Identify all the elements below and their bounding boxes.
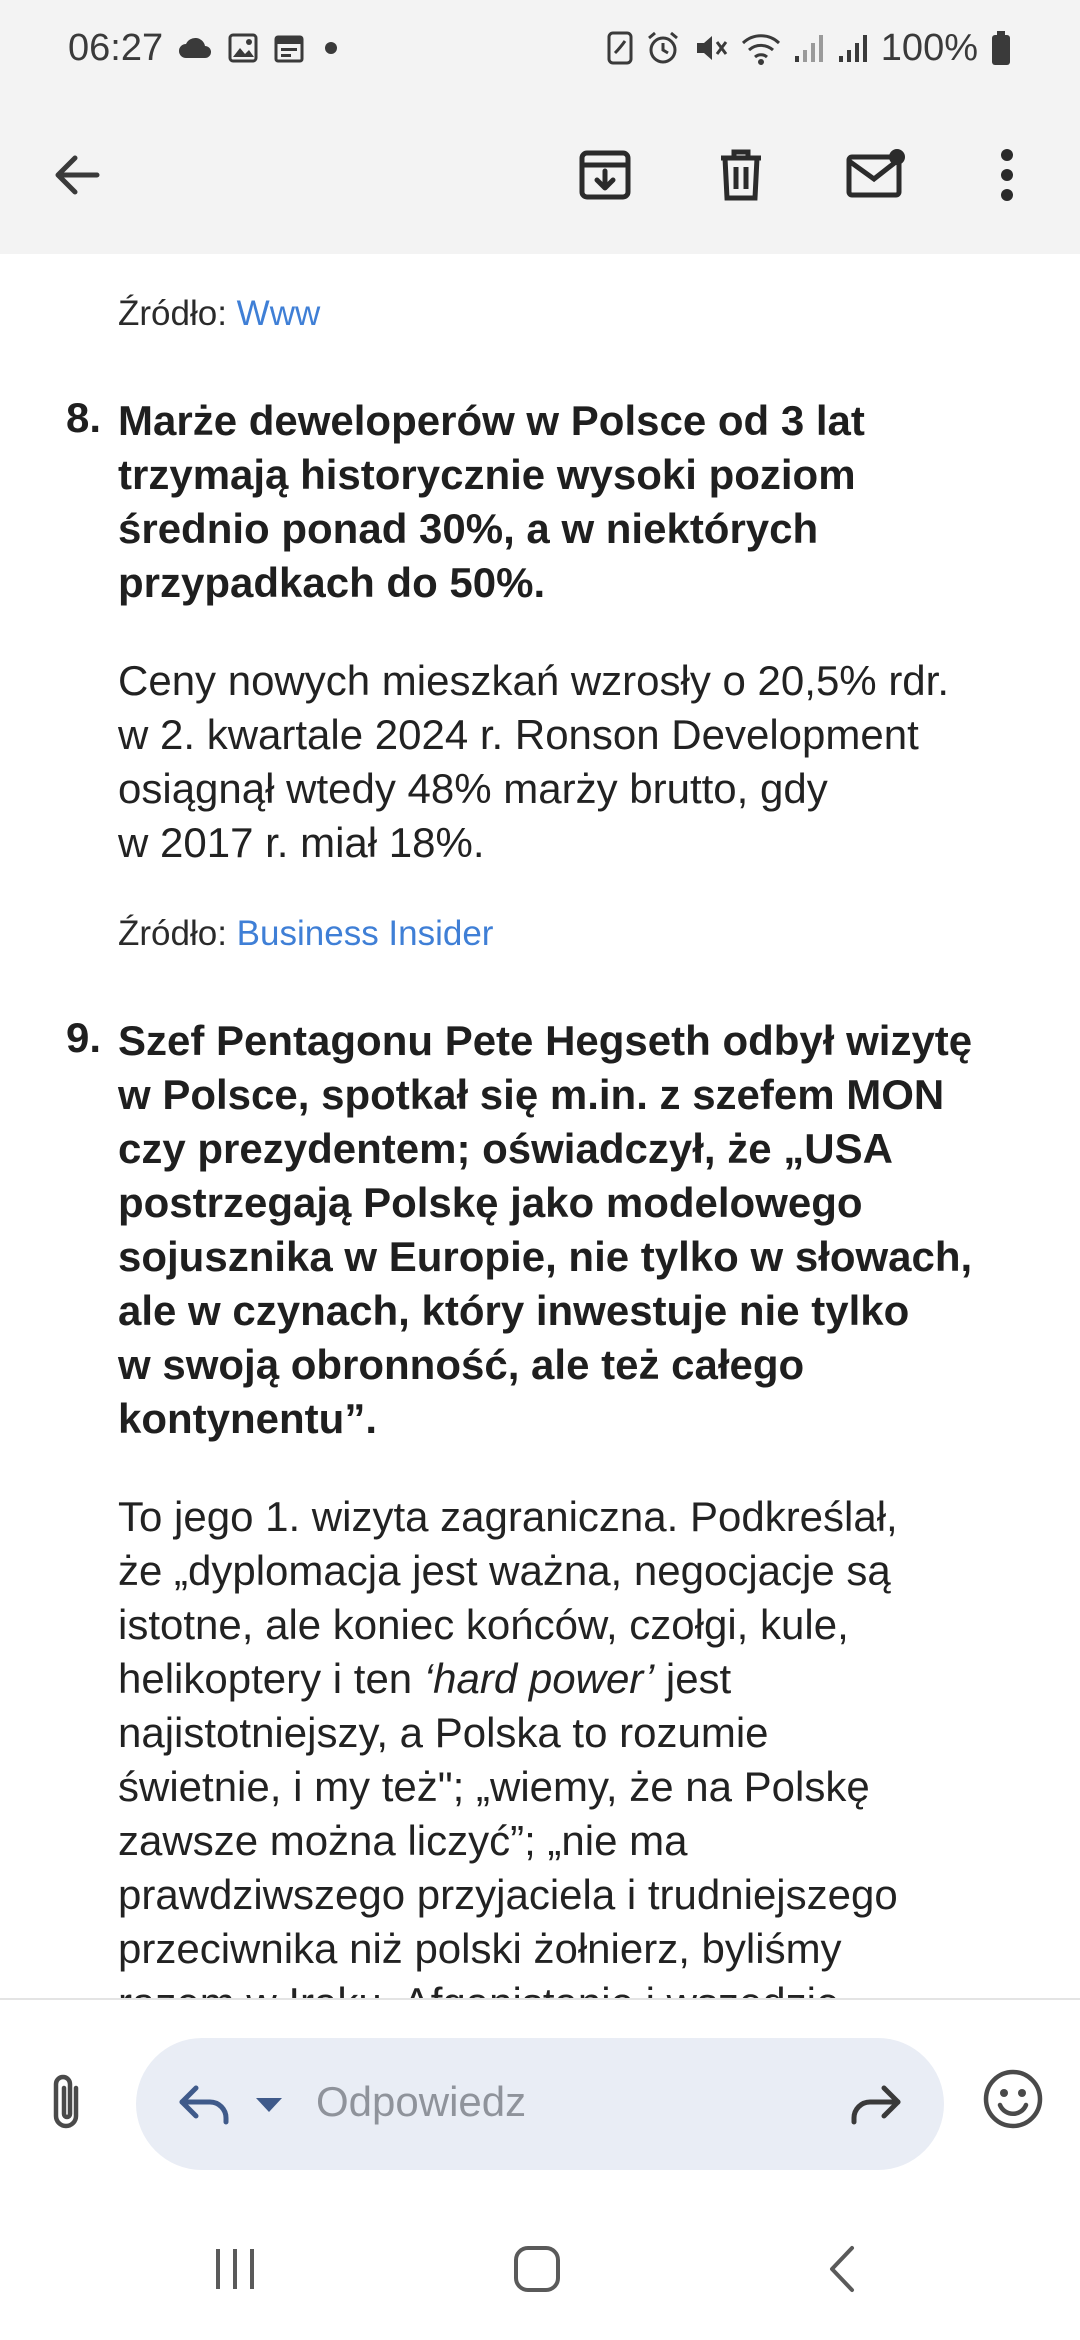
paragraph-line: zawsze można liczyć”; „nie ma: [118, 1817, 688, 1864]
headline-line: Szef Pentagonu Pete Hegseth odbył wizytę: [118, 1017, 973, 1064]
headline-line: sojusznika w Europie, nie tylko w słowach,: [118, 1233, 973, 1280]
forward-icon[interactable]: [848, 2080, 904, 2128]
headline-line: czy prezydentem; oświadczył, że „USA: [118, 1125, 893, 1172]
paragraph-line: prawdziwszego przyjaciela i trudniejszego: [118, 1871, 898, 1918]
italic-phrase: ‘hard power’: [423, 1655, 655, 1702]
list-number: 8.: [66, 394, 102, 441]
delete-button[interactable]: [696, 130, 786, 220]
paragraph-line: Ceny nowych mieszkań wzrosły o 20,5% rdr.: [118, 657, 949, 704]
home-icon: [512, 2244, 562, 2294]
headline-line: ale w czynach, który inwestuje nie tylko: [118, 1287, 910, 1334]
archive-button[interactable]: [560, 130, 650, 220]
more-options-button[interactable]: [962, 130, 1052, 220]
emoji-icon: [982, 2068, 1044, 2130]
email-body: [0, 254, 1080, 1998]
headline-line: w swoją obronność, ale też całego: [118, 1341, 805, 1388]
headline-line: kontynentu”.: [118, 1395, 377, 1442]
alarm-icon: [645, 30, 681, 66]
reply-input[interactable]: [136, 2038, 944, 2170]
signal-icon: [793, 32, 825, 64]
calendar-icon: [273, 32, 305, 64]
signal-icon: [837, 32, 869, 64]
home-button[interactable]: [492, 2224, 582, 2314]
paragraph-line: przeciwnika niż polski żołnierz, byliśmy: [118, 1925, 842, 1972]
attachment-icon: [46, 2070, 86, 2134]
mark-unread-button[interactable]: [832, 130, 922, 220]
paragraph-line: w 2. kwartale 2024 r. Ronson Development: [118, 711, 919, 758]
status-time: 06:27: [68, 26, 164, 69]
dot-icon: [319, 36, 343, 60]
source-line: [118, 294, 320, 334]
list-number: 9.: [66, 1014, 102, 1061]
headline-line: średnio ponad 30%, a w niektórych: [118, 505, 819, 552]
paragraph-text: jest: [654, 1655, 732, 1702]
paragraph-line: że „dyplomacja jest ważna, negocjacje są: [118, 1547, 891, 1594]
paragraph-line: [118, 1652, 1048, 1706]
source-link[interactable]: Www: [236, 294, 321, 333]
reply-icon[interactable]: [176, 2080, 232, 2128]
source-label: Źródło:: [118, 914, 227, 953]
item-headline: [118, 1014, 1058, 1446]
headline-line: postrzegają Polskę jako modelowego: [118, 1179, 863, 1226]
paragraph-line: To jego 1. wizyta zagraniczna. Podkreślał,: [118, 1493, 898, 1540]
system-back-button[interactable]: [796, 2224, 886, 2314]
headline-line: przypadkach do 50%.: [118, 559, 546, 606]
image-icon: [227, 32, 259, 64]
paragraph-line: istotne, ale koniec końców, czołgi, kule,: [118, 1601, 849, 1648]
recents-icon: [212, 2247, 258, 2291]
emoji-button[interactable]: [978, 2064, 1048, 2134]
more-vert-icon: [997, 147, 1017, 203]
email-toolbar: [0, 96, 1080, 254]
source-label: Źródło:: [118, 294, 227, 333]
cloud-icon: [177, 34, 213, 62]
mute-icon: [693, 30, 729, 66]
headline-line: trzymają historycznie wysoki poziom: [118, 451, 856, 498]
item-paragraph: [118, 654, 1048, 870]
battery-percent: 100%: [880, 26, 978, 69]
nfc-icon: [607, 31, 633, 65]
back-icon: [824, 2244, 858, 2294]
reply-placeholder: Odpowiedz: [316, 2078, 527, 2125]
back-button[interactable]: [32, 130, 122, 220]
reply-bar: [0, 2000, 1080, 2194]
recents-button[interactable]: [190, 2224, 280, 2314]
battery-icon: [990, 30, 1012, 66]
item-paragraph: [118, 1490, 1048, 2030]
delete-icon: [715, 147, 767, 203]
item-headline: [118, 394, 1038, 610]
mark-unread-icon: [845, 147, 909, 203]
paragraph-text: helikoptery i ten: [118, 1655, 424, 1702]
status-bar: [0, 0, 1080, 96]
headline-line: w Polsce, spotkał się m.in. z szefem MON: [118, 1071, 945, 1118]
paragraph-line: świetnie, i my też"; „wiemy, że na Polskę: [118, 1763, 870, 1810]
back-arrow-icon: [51, 149, 103, 201]
archive-icon: [577, 147, 633, 203]
paragraph-line: w 2017 r. miał 18%.: [118, 819, 485, 866]
source-line: [118, 914, 493, 954]
paragraph-line: najistotniejszy, a Polska to rozumie: [118, 1709, 769, 1756]
wifi-icon: [741, 31, 781, 65]
headline-line: Marże deweloperów w Polsce od 3 lat: [118, 397, 865, 444]
dropdown-icon[interactable]: [254, 2096, 284, 2114]
attach-button[interactable]: [36, 2062, 96, 2142]
source-link[interactable]: Business Insider: [236, 914, 494, 953]
system-nav-bar: [0, 2194, 1080, 2340]
paragraph-line: osiągnął wtedy 48% marży brutto, gdy: [118, 765, 828, 812]
